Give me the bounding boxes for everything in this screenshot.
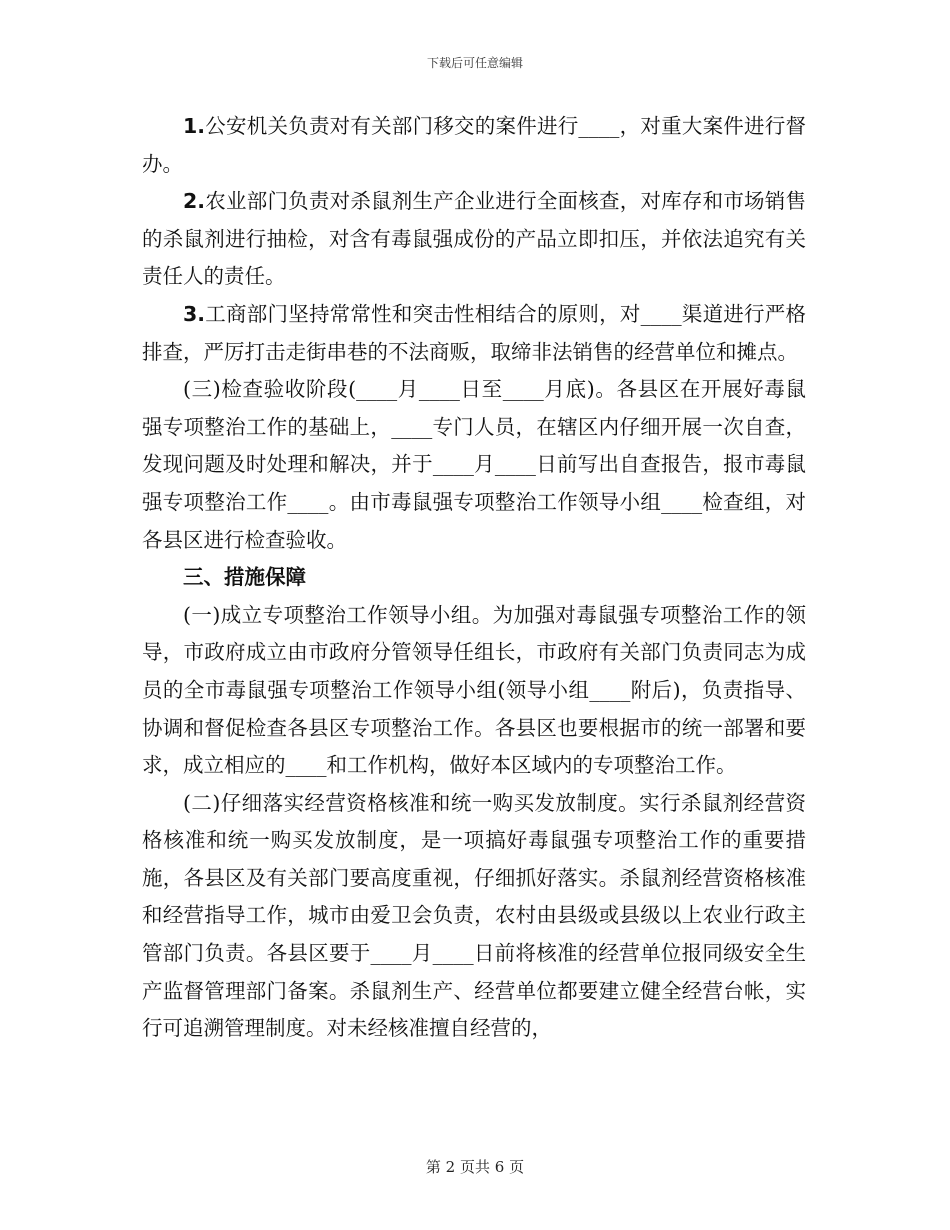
section-heading [142, 559, 806, 597]
paragraph-3 [142, 296, 806, 371]
item-number: 3. [183, 301, 206, 326]
paragraph-text: 工商部门坚持常常性和突击性相结合的原则，对____渠道进行严格排查，严厉打击走街串巷的不法商贩，取缔非法销售的经营单位和摊点。 [142, 301, 806, 364]
paragraph-text: (三)检查验收阶段(____月____日至____月底)。各县区在开展好毒鼠强专项整治工作的基础上，____专门人员，在辖区内仔细开展一次自查，发现问题及时处理和解决，并于____月____日前写出自查报告，报市毒鼠强专项整治工作____。由市毒鼠强专项整治工作领导小组____检查组，对各县区进行检查验收。 [142, 377, 806, 552]
paragraph-qualification [142, 785, 806, 1048]
paragraph-inspection-stage [142, 371, 806, 559]
item-number: 1. [183, 114, 206, 138]
document-body [142, 108, 806, 1048]
paragraph-text: (一)成立专项整治工作领导小组。为加强对毒鼠强专项整治工作的领导，市政府成立由市政府分管领导任组长，市政府有关部门负责同志为成员的全市毒鼠强专项整治工作领导小组(领导小组____附后)，负责指导、协调和督促检查各县区专项整治工作。各县区也要根据市的统一部署和要求，成立相应的____和工作机构，做好本区域内的专项整治工作。 [142, 602, 806, 778]
heading-text: 三、措施保障 [183, 565, 306, 590]
paragraph-leading-group [142, 597, 806, 785]
item-number: 2. [183, 189, 206, 214]
paragraph-1 [142, 108, 806, 183]
paragraph-text: 农业部门负责对杀鼠剂生产企业进行全面核查，对库存和市场销售的杀鼠剂进行抽检，对含有毒鼠强成份的产品立即扣压，并依法追究有关责任人的责任。 [142, 189, 806, 289]
paragraph-text: 公安机关负责对有关部门移交的案件进行____，对重大案件进行督办。 [142, 114, 806, 176]
paragraph-2 [142, 183, 806, 296]
page-header: 下载后可任意编辑 [426, 56, 523, 70]
paragraph-text: (二)仔细落实经营资格核准和统一购买发放制度。实行杀鼠剂经营资格核准和统一购买发放制度，是一项搞好毒鼠强专项整治工作的重要措施，各县区及有关部门要高度重视，仔细抓好落实。杀鼠剂经营资格核准和经营指导工作，城市由爱卫会负责，农村由县级或县级以上农业行政主管部门负责。各县区要于____月____日前将核准的经营单位报同级安全生产监督管理部门备案。杀鼠剂生产、经营单位都要建立健全经营台帐，实行可追溯管理制度。对未经核准擅自经营的， [142, 790, 806, 1041]
page-footer: 第 2 页共 6 页 [425, 1158, 525, 1176]
